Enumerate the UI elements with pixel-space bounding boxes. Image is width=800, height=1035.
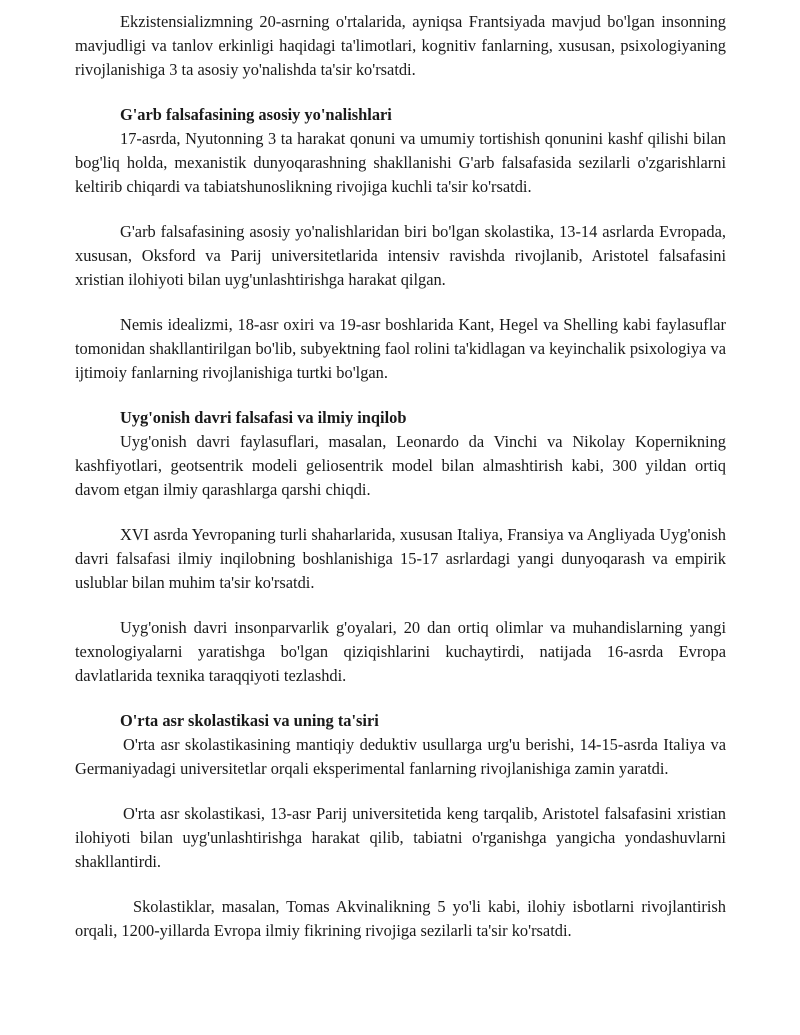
paragraph-deductive-methods: O'rta asr skolastikasining mantiqiy deduktiv usullarga urg'u berishi, 14-15-asrda Italiya va Germaniyadagi universitetlar orqali eksperimental fanlarning rivojlanishiga zamin yaratdi. xyxy=(75,735,726,778)
section-heading-medieval-scholasticism: O'rta asr skolastikasi va uning ta'siri xyxy=(120,711,379,730)
paragraph-humanism: Uyg'onish davri insonparvarlik g'oyalari, 20 dan ortiq olimlar va muhandislarning yangi texnologiyalarni yaratishga bo'lgan qiziqishlarini kuchaytirdi, natijada 16-asrda Evropa davlatlarida texnika taraqqiyoti tezlashdi. xyxy=(75,618,726,685)
intro-paragraph: Ekzistensializmning 20-asrning o'rtalarida, ayniqsa Frantsiyada mavjud bo'lgan insonning mavjudligi va tanlov erkinligi haqidagi ta'limotlari, kognitiv fanlarning, xususan, psixologiyaning rivojlanishiga 3 ta asosiy yo'nalishda ta'sir ko'rsatdi. xyxy=(75,12,726,79)
paragraph-renaissance-philosophers: Uyg'onish davri faylasuflari, masalan, Leonardo da Vinchi va Nikolay Kopernikning kashfiyotlari, geotsentrik modeli geliosentrik model bilan almashtirish kabi, 300 yildan ortiq davom etgan ilmiy qarashlarga qarshi chiqdi. xyxy=(75,432,726,499)
paragraph-mechanistic-worldview: 17-asrda, Nyutonning 3 ta harakat qonuni va umumiy tortishish qonunini kashf qilishi bilan bog'liq holda, mexanistik dunyoqarashning shakllanishi G'arb falsafasida sezilarli o'zgarishlarni keltirib chiqardi va tabiatshunoslikning rivojiga kuchli ta'sir ko'rsatdi. xyxy=(75,129,726,196)
paragraph-paris-university: O'rta asr skolastikasi, 13-asr Parij universitetida keng tarqalib, Aristotel falsafasini xristian ilohiyoti bilan uyg'unlashtirishga harakat qilib, tabiatni o'rganishga yangicha yondashuvlarni shakllantirdi. xyxy=(75,804,726,871)
paragraph-german-idealism: Nemis idealizmi, 18-asr oxiri va 19-asr boshlarida Kant, Hegel va Shelling kabi faylasuflar tomonidan shakllantirilgan bo'lib, subyektning faol rolini ta'kidlagan va keyinchalik psixologiya va ijtimoiy fanlarning rivojlanishiga turtki bo'lgan. xyxy=(75,315,726,382)
section-heading-renaissance: Uyg'onish davri falsafasi va ilmiy inqilob xyxy=(120,408,407,427)
section-heading-western-philosophy: G'arb falsafasining asosiy yo'nalishlari xyxy=(120,105,392,124)
paragraph-scholastics-aquinas: Skolastiklar, masalan, Tomas Akvinalikning 5 yo'li kabi, ilohiy isbotlarni rivojlantirish orqali, 1200-yillarda Evropa ilmiy fikrining rivojiga sezilarli ta'sir ko'rsatdi. xyxy=(75,897,726,940)
paragraph-sixteenth-century: XVI asrda Yevropaning turli shaharlarida, xususan Italiya, Fransiya va Angliyada Uyg'onish davri falsafasi ilmiy inqilobning boshlanishiga 15-17 asrlardagi yangi dunyoqarash va empirik uslublar bilan muhim ta'sir ko'rsatdi. xyxy=(75,525,726,592)
paragraph-scholasticism: G'arb falsafasining asosiy yo'nalishlaridan biri bo'lgan skolastika, 13-14 asrlarda Evropada, xususan, Oksford va Parij universitetlarida intensiv ravishda rivojlanib, Aristotel falsafasini xristian ilohiyoti bilan uyg'unlashtirishga harakat qilgan. xyxy=(75,222,726,289)
document-page xyxy=(75,10,726,943)
